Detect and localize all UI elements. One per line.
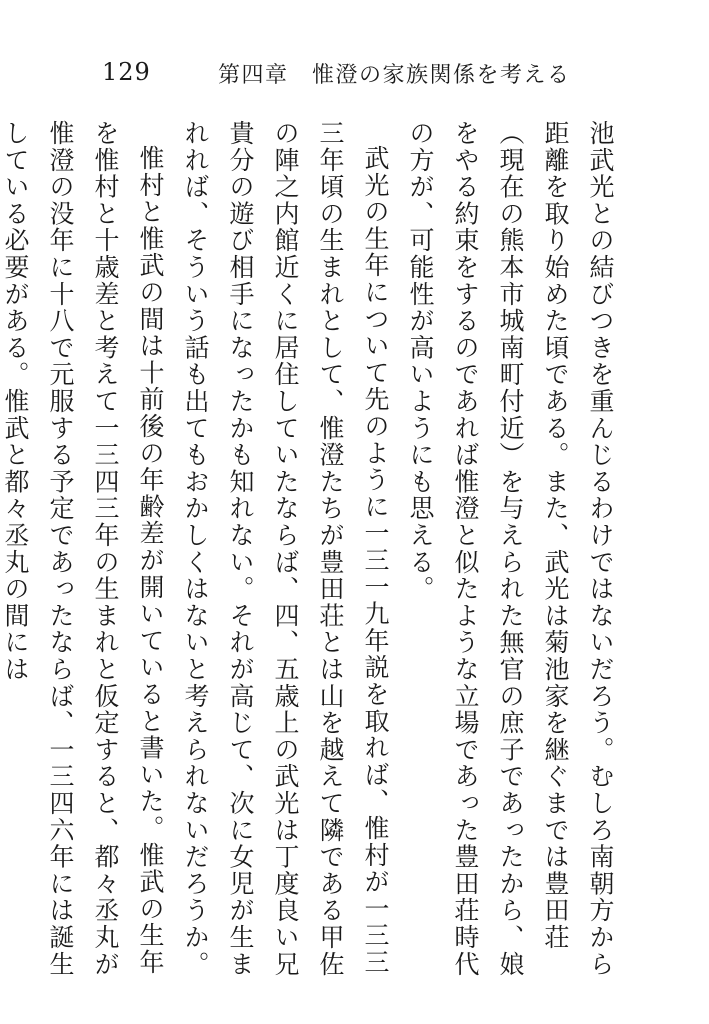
page-number: 129 [102, 58, 151, 86]
paragraph-3: 惟村と惟武の間は十前後の年齢差が開いていると書いた。惟武の生年を惟村と十歳差と考えて一三四三年の生まれと仮定すると、都々丞丸が惟澄の没年に十八で元服する予定であったならば、一三四六年には誕生している必要がある。惟武と都々丞丸の間には [1, 120, 165, 978]
paragraph-1: 池武光との結びつきを重んじるわけではないだろう。むしろ南朝方から距離を取り始めた頃である。また、武光は菊池家を継ぐまでは豊田荘（現在の熊本市城南町付近）を与えられた無官の庶子であったから、娘をやる約束をするのであれば惟澄と似たような立場であった豊田荘時代の方が、可能性が高いようにも思える。 [406, 120, 615, 978]
body-text [1, 120, 623, 980]
paragraph-2: 武光の生年について先のように一三一九年説を取れば、惟村が一三三三年頃の生まれとして、惟澄たちが豊田荘とは山を越えて隣である甲佐の陣之内館近くに居住していたならば、四、五歳上の武光は丁度良い兄貴分の遊び相手になったかも知れない。それが高じて、次に女児が生まれれば、そういう話も出てもおかしくはないと考えられないだろうか。 [181, 120, 390, 978]
running-head: 第四章 惟澄の家族関係を考える [218, 63, 571, 88]
